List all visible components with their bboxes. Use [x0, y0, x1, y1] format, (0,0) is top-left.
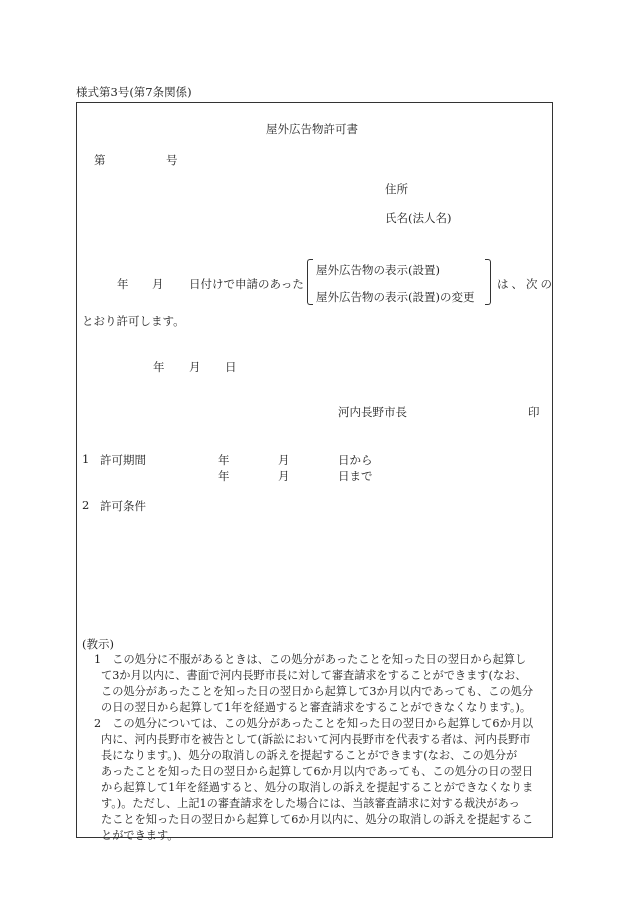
request-year: 年 — [117, 277, 129, 291]
form-number: 様式第3号(第7条関係) — [76, 85, 192, 99]
period-from-year: 年 — [218, 453, 230, 467]
kyoji-line: 内に、河内長野市を被告として(訴訟において河内長野市を代表する者は、河内長野市 — [101, 733, 531, 746]
bracket-right — [485, 259, 491, 305]
seal-mark: 印 — [528, 405, 540, 419]
issue-year: 年 — [153, 360, 165, 374]
kyoji-line: の日の翌日から起算して1年を経過すると審査請求をすることができなくなります。)。 — [101, 701, 532, 714]
request-option-1: 屋外広告物の表示(設置) — [316, 263, 440, 277]
kyoji-line: 2 この処分については、この処分があったことを知った日の翌日から起算して6か月以 — [94, 717, 534, 730]
request-month: 月 — [152, 277, 164, 291]
request-option-2: 屋外広告物の表示(設置)の変更 — [316, 290, 475, 304]
period-from-day: 日から — [338, 453, 373, 467]
kyoji-line: とができます。 — [101, 829, 179, 842]
address-label: 住所 — [385, 182, 408, 196]
conditions-number: 2 — [82, 498, 90, 512]
bracket-left — [307, 259, 313, 305]
mayor-label: 河内長野市長 — [338, 405, 407, 419]
page-title: 屋外広告物許可書 — [266, 122, 358, 136]
kyoji-line: たことを知った日の翌日から起算して6か月以内に、処分の取消しの訴えを提起するこ — [101, 813, 534, 826]
period-number: 1 — [82, 452, 90, 466]
period-to-day: 日まで — [338, 469, 373, 483]
kyoji-line: 1 この処分に不服があるときは、この処分があったことを知った日の翌日から起算し — [94, 653, 527, 666]
request-day-text: 日付けで申請のあった — [189, 277, 304, 291]
period-label: 許可期間 — [100, 453, 146, 467]
issue-day: 日 — [225, 360, 237, 374]
kyoji-line: この処分があったことを知った日の翌日から起算して3か月以内であっても、この処分 — [101, 685, 534, 698]
period-to-month: 月 — [278, 469, 290, 483]
kyoji-line: て3か月以内に、書面で河内長野市長に対して審査請求をすることができます(なお、 — [101, 669, 527, 682]
conditions-label: 許可条件 — [100, 499, 146, 513]
number-dai: 第 — [94, 153, 106, 167]
request-continuation: とおり許可します。 — [82, 314, 185, 328]
request-suffix: は、次の — [497, 277, 555, 291]
period-to-year: 年 — [218, 469, 230, 483]
kyoji-line: 長になります。)、処分の取消しの訴えを提起することができます(なお、この処分が — [101, 749, 518, 762]
number-go: 号 — [166, 153, 178, 167]
issue-month: 月 — [189, 360, 201, 374]
kyoji-line: から起算して1年を経過すると、処分の取消しの訴えを提起することができなくなりま — [101, 781, 534, 794]
kyoji-line: す。)。ただし、上記1の審査請求をした場合には、当該審査請求に対する裁決があっ — [101, 797, 520, 810]
period-from-month: 月 — [278, 453, 290, 467]
name-label: 氏名(法人名) — [385, 211, 452, 225]
kyoji-line: あったことを知った日の翌日から起算して6か月以内であっても、この処分の日の翌日 — [101, 765, 534, 778]
kyoji-heading: (教示) — [82, 637, 114, 651]
